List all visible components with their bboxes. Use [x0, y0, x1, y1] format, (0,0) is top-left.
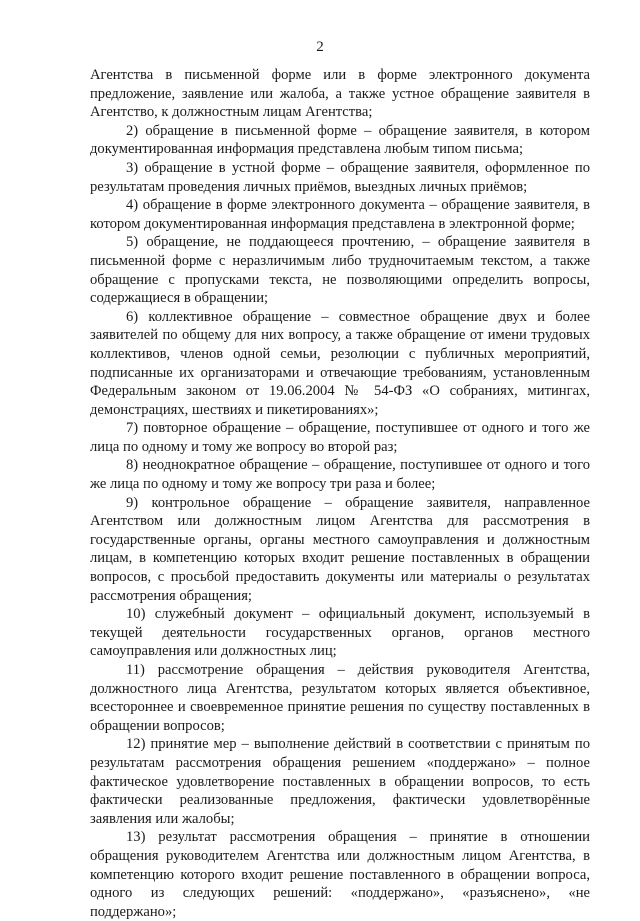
paragraph-item-5: 5) обращение, не поддающееся прочтению, – обращение заявителя в письменной форме с неразличимым либо трудночитаемым текстом, а также обращение с пропусками текста, не позволяющими определить вопросы, содержащиеся в обращении; [90, 234, 590, 307]
paragraph-item-2: 2) обращение в письменной форме – обращение заявителя, в котором документированная информация представлена любым типом письма; [90, 122, 590, 158]
paragraph-item-10: 10) служебный документ – официальный документ, используемый в текущей деятельности государственных органов, органов местного самоуправления или должностных лиц; [90, 606, 590, 660]
paragraph-item-11: 11) рассмотрение обращения – действия руководителя Агентства, должностного лица Агентства, результатом которых является объективное, всестороннее и своевременное принятие решения по существу поставленных в обращении вопросов; [90, 662, 590, 734]
paragraph-item-9: 9) контрольное обращение – обращение заявителя, направленное Агентством или должностным лицом Агентства для рассмотрения в государственные органы, органы местного самоуправления и должностным лицам, в компетенцию которых входит решение поставленных в обращении вопросов, с просьбой предоставить документы или материалы о результатах рассмотрения обращения; [90, 494, 590, 604]
paragraph-item-7: 7) повторное обращение – обращение, поступившее от одного и того же лица по одному и тому же вопросу во второй раз; [90, 420, 590, 455]
paragraph-item-3: 3) обращение в устной форме – обращение заявителя, оформленное по результатам проведения личных приёмов, выездных личных приёмов; [90, 159, 590, 195]
paragraph-continuation: Агентства в письменной форме или в форме электронного документа предложение, заявление или жалоба, а также устное обращение заявителя в Агентство, к должностным лицам Агентства; [90, 67, 590, 121]
document-body [90, 66, 590, 921]
page-number: 2 [316, 39, 324, 55]
paragraph-item-13: 13) результат рассмотрения обращения – принятие в отношении обращения руководителем Агентства или должностным лицом Агентства, в компетенцию которого входит решение поставленного в обращении вопроса, одного из следующих решений: «поддержано», «разъяснено», «не поддержано»; [90, 829, 590, 920]
paragraph-item-12: 12) принятие мер – выполнение действий в соответствии с принятым по результатам рассмотрения обращения решением «поддержано» – полное фактическое удовлетворение поставленных в обращении вопросов, то есть фактически реализованные предложения, фактически удовлетворённые заявления или жалобы; [90, 736, 590, 827]
paragraph-item-4: 4) обращение в форме электронного документа – обращение заявителя, в котором документированная информация представлена в электронной форме; [90, 197, 590, 232]
paragraph-item-8: 8) неоднократное обращение – обращение, поступившее от одного и того же лица по одному и тому же вопросу три раза и более; [90, 457, 590, 493]
paragraph-item-6: 6) коллективное обращение – совместное обращение двух и более заявителей по общему для них вопросу, а также обращение от имени трудовых коллективов, членов одной семьи, резолюции с публичных мероприятий, подписанные их организаторами и отвечающие требованиям, установленным Федеральным законом от 19.06.2004 № 54-ФЗ «О собраниях, митингах, демонстрациях, шествиях и пикетированиях»; [90, 308, 590, 418]
